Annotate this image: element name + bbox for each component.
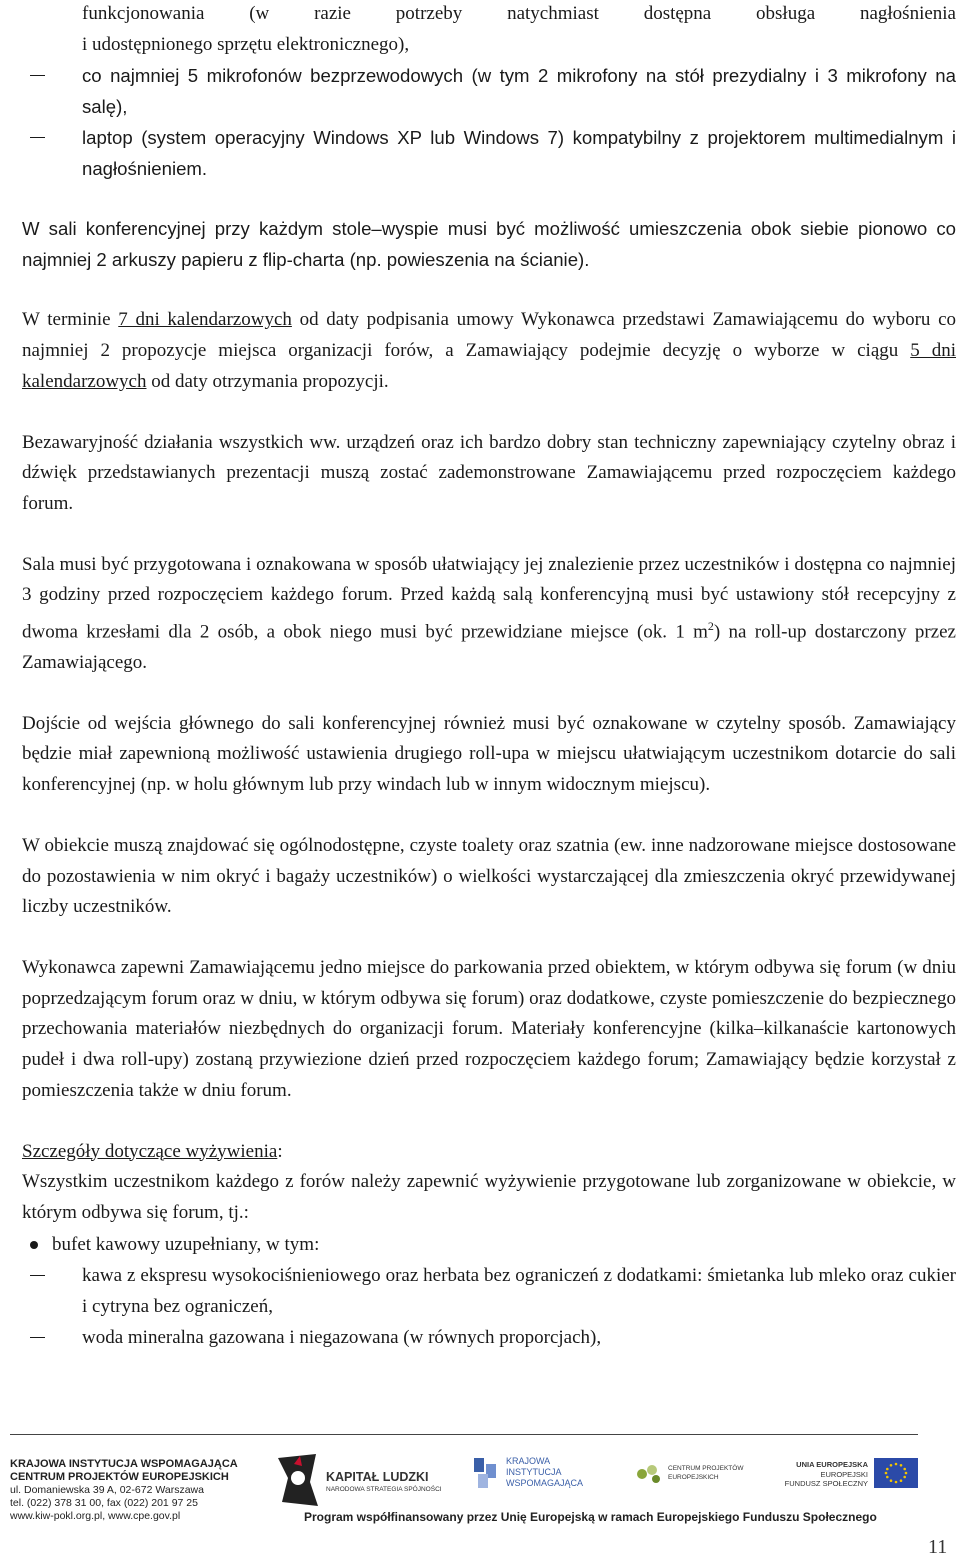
eu-line-2: EUROPEJSKI — [820, 1469, 868, 1479]
footer-org-line-2: CENTRUM PROJEKTÓW EUROPEJSKICH — [10, 1471, 229, 1483]
catering-heading-text: Szczegóły dotyczące wyżywienia — [22, 1140, 278, 1162]
equipment-item-mics — [82, 60, 956, 122]
room-text: Sala musi być przygotowana i oznakowana w sposób ułatwiający jej znalezienie przez uczestników i dostępna co najmniej 3 godziny przed rozpoczęciem każdego forum. Przed każdą salą konferencyjną musi być ustawiony stół recepcyjny z dwoma krzesłami dla 2 osób, a obok niego musi być przewidziane miejsce (ok. 1 m — [22, 553, 956, 643]
kapital-ludzki-emblem-icon — [274, 1452, 320, 1508]
terms-underline-2: 5 dni kalendarzowych — [22, 340, 957, 392]
eu-line-1: UNIA EUROPEJSKA — [796, 1460, 868, 1469]
catering-sub-list — [52, 1260, 956, 1353]
catering-bullet-text: bufet kawowy uzupełniany, w tym: — [52, 1233, 320, 1255]
room-tail: ) na roll-up dostarczony przez Zamawiającego. — [22, 621, 956, 674]
paragraph-flipchart: W sali konferencyjnej przy każdym stole–wyspie musi być możliwość umieszczenia obok siebie pionowo co najmniej 2 arkuszy papieru z flip-charta (np. powieszenia na ścianie). — [22, 218, 956, 270]
equipment-item-mics-text: co najmniej 5 mikrofonów bezprzewodowych (w tym 2 mikrofony na stół prezydialny i 3 mikrofony na salę), — [82, 65, 956, 117]
kiw-line-1: KRAJOWA — [506, 1456, 551, 1466]
kiw-emblem-icon — [472, 1456, 500, 1490]
cofinancing-note: Program współfinansowany przez Unię Europejską w ramach Europejskiego Funduszu Społecznego — [304, 1510, 877, 1524]
footer-org-line-3: ul. Domaniewska 39 A, 02-672 Warszawa — [10, 1484, 204, 1496]
eu-line-3: FUNDUSZ SPOŁECZNY — [784, 1479, 868, 1488]
paragraph-facilities: W obiekcie muszą znajdować się ogólnodostępne, czyste toalety oraz szatnia (ew. inne nadzorowane miejsce dostosowane do pozostawienia w nim okryć i bagaży uczestników) o wielkości wystarczającej dla zmieszczenia okryć przewidywanej liczby uczestników. — [22, 834, 956, 918]
equipment-item-laptop — [82, 122, 956, 184]
catering-section — [22, 1137, 956, 1353]
terms-text-1: W terminie — [22, 309, 119, 331]
continuation-line-1: funkcjonowania (w razie potrzeby natychmiast dostępna obsługa nagłośnienia — [82, 3, 956, 24]
paragraph-terms — [22, 305, 956, 397]
page-footer — [0, 1432, 960, 1556]
paragraph-room — [22, 550, 956, 679]
cpe-emblem-icon — [634, 1462, 664, 1486]
catering-heading — [22, 1137, 956, 1168]
page-number: 11 — [928, 1536, 948, 1558]
cpe-text — [668, 1464, 743, 1482]
kapital-ludzki-subtitle: NARODOWA STRATEGIA SPÓJNOŚCI — [326, 1486, 442, 1493]
equipment-list — [22, 60, 956, 184]
catering-sub-item-coffee-text: kawa z ekspresu wysokociśnieniowego oraz herbata bez ograniczeń z dodatkami: śmietanka lub mleko oraz cukier i cytryna bez ograniczeń, — [82, 1264, 956, 1317]
room-sup: 2 — [707, 619, 714, 634]
kiw-line-2: INSTYTUCJA — [506, 1467, 562, 1477]
footer-divider — [10, 1434, 918, 1435]
paragraph-parking: Wykonawca zapewni Zamawiającemu jedno miejsce do parkowania przed obiektem, w którym odbywa się forum (w dniu poprzedzającym forum oraz w dniu, w którym odbywa się forum) oraz dodatkowe, czyste pomieszczenie do bezpiecznego przechowania materiałów niezbędnych do organizacji forum. Materiały konferencyjne (kilka–kilkanaście kartonowych pudeł i dwa roll-upy) zostaną przywiezione dzień przed rozpoczęciem każdego forum; Zamawiający będzie korzystał z pomieszczenia także w dniu forum. — [22, 956, 956, 1101]
footer-org-line-1: KRAJOWA INSTYTUCJA WSPOMAGAJĄCA — [10, 1458, 238, 1470]
catering-list — [22, 1229, 956, 1353]
catering-sub-item-coffee — [82, 1260, 956, 1322]
continuation-line-2: i udostępnionego sprzętu elektronicznego), — [82, 34, 410, 55]
cpe-line-2: EUROPEJSKICH — [668, 1474, 719, 1481]
paragraph-equipment-check: Bezawaryjność działania wszystkich ww. urządzeń oraz ich bardzo dobry stan techniczny zapewniający czytelny obraz i dźwięk przedstawianych prezentacji muszą zostać zademonstrowane Zamawiającemu przed rozpoczęciem każdego forum. — [22, 431, 956, 514]
catering-bullet-item — [52, 1229, 956, 1353]
catering-sub-item-water — [82, 1322, 956, 1353]
catering-heading-colon: : — [277, 1140, 283, 1162]
document-body — [22, 0, 956, 1353]
eu-text — [784, 1460, 868, 1489]
kiw-text — [506, 1456, 583, 1489]
kapital-ludzki-title: KAPITAŁ LUDZKI — [326, 1470, 429, 1484]
terms-text-3: od daty otrzymania propozycji. — [146, 370, 389, 392]
catering-intro: Wszystkim uczestnikom każdego z forów należy zapewnić wyżywienie przygotowane lub zorganizowane w obiekcie, w którym odbywa się forum, tj.: — [22, 1171, 956, 1223]
footer-org-line-4: tel. (022) 378 31 00, fax (022) 201 97 25 — [10, 1497, 198, 1509]
equipment-item-laptop-text: laptop (system operacyjny Windows XP lub Windows 7) kompatybilny z projektorem multimedialnym i nagłośnieniem. — [82, 127, 956, 179]
paragraph-path: Dojście od wejścia głównego do sali konferencyjnej również musi być oznakowane w czytelny sposób. Zamawiający będzie miał zapewnioną możliwość ustawienia drugiego roll-upa w miejscu ułatwiającym uczestnikom dotarcie do sali konferencyjnej (np. w holu głównym lub przy windach lub w innym widocznym miejscu). — [22, 712, 956, 796]
top-continuation — [22, 0, 956, 60]
cpe-line-1: CENTRUM PROJEKTÓW — [668, 1465, 744, 1472]
footer-org-block — [10, 1458, 238, 1523]
kiw-line-3: WSPOMAGAJĄCA — [506, 1478, 584, 1488]
eu-flag-icon — [874, 1458, 918, 1488]
catering-sub-item-water-text: woda mineralna gazowana i niegazowana (w równych proporcjach), — [82, 1326, 602, 1348]
terms-text-2: od daty podpisania umowy Wykonawca przedstawi Zamawiającemu do wyboru co najmniej 2 propozycje miejsca organizacji forów, a Zamawiający podejmie decyzję o wyborze w ciągu — [22, 309, 957, 362]
footer-org-line-5: www.kiw-pokl.org.pl, www.cpe.gov.pl — [10, 1510, 181, 1522]
terms-underline-1: 7 dni kalendarzowych — [118, 309, 292, 331]
continuation-item — [82, 0, 956, 60]
